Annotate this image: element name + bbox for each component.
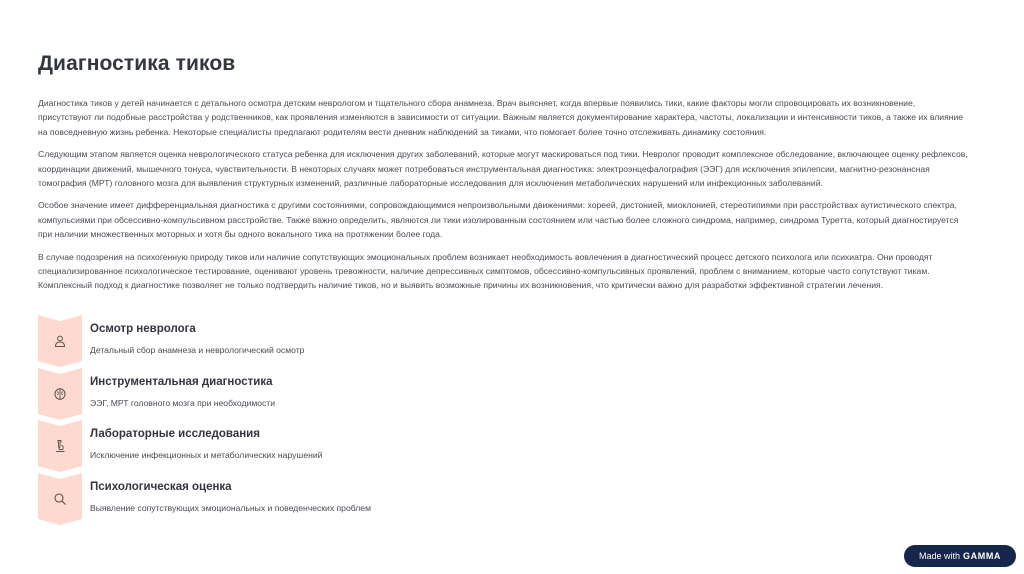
chevron-marker — [38, 473, 82, 525]
step-title: Инструментальная диагностика — [90, 375, 273, 388]
step-neurologist — [38, 315, 638, 368]
microscope-icon — [53, 439, 67, 453]
made-with-gamma-badge[interactable] — [904, 545, 1016, 567]
paragraph: Диагностика тиков у детей начинается с детального осмотра детским неврологом и тщательного сбора анамнеза. Врач выясняет, когда впервые появились тики, какие факторы могли спровоцировать их возникновение, присутствуют ли подобные расстройства у родственников, как проявления изменяются в зависимости от ситуации. Важным является документирование характера, частоты, локализации и интенсивности тиков, а также их влияние на повседневную жизнь ребенка. Некоторые специалисты предлагают родителям вести дневник наблюдений за тиками, что помогает более точно отслеживать динамику состояния. — [38, 98, 964, 137]
step-description: Исключение инфекционных и метаболических нарушений — [90, 450, 323, 460]
paragraph: Особое значение имеет дифференциальная диагностика с другими состояниями, сопровождающимися непроизвольными движениями: хореей, дистонией, миоклонией, стереотипиями при расстройствах аутистического спектра, компульсиями при обсессивно-компульсивном расстройстве. Также важно определить, являются ли тики изолированным состоянием или частью более сложного синдрома, например, синдрома Туретта, который диагностируется при наличии множественных моторных и хотя бы одного вокального тика на протяжении более года. — [38, 200, 959, 240]
step-description: Детальный сбор анамнеза и неврологический осмотр — [90, 345, 305, 355]
step-title: Психологическая оценка — [90, 480, 232, 493]
chevron-marker — [38, 420, 82, 472]
badge-prefix: Made with — [918, 551, 961, 561]
step-psychology — [38, 473, 638, 526]
paragraph: В случае подозрения на психогенную природу тиков или наличие сопутствующих эмоциональных проблем возникает необходимость вовлечения в диагностический процесс детского психолога или психиатра. Они проводят специализированное психологическое тестирование, оценивают уровень тревожности, наличие депрессивных симптомов, обсессивно-компульсивных проявлений, проблем с вниманием, которые часто сопутствуют тикам. Комплексный подход к диагностике позволяет не только подтвердить наличие тиков, но и выявить возможные причины их возникновения, что критически важно для разработки эффективной стратегии лечения. — [38, 251, 933, 291]
doctor-icon — [53, 334, 67, 348]
page-title: Диагностика тиков — [38, 52, 236, 75]
chevron-marker — [38, 315, 82, 367]
step-title: Лабораторные исследования — [90, 428, 260, 440]
step-instrumental — [38, 368, 638, 421]
step-description: ЭЭГ, МРТ головного мозга при необходимости — [90, 397, 276, 408]
step-laboratory — [38, 420, 638, 473]
step-title: Осмотр невролога — [90, 323, 196, 335]
magnifier-icon — [53, 492, 67, 506]
diagnostic-steps — [38, 315, 638, 525]
brain-icon — [53, 387, 67, 401]
gamma-logo: GAMMA — [963, 551, 1002, 561]
body-text — [38, 96, 968, 301]
chevron-marker — [38, 368, 82, 420]
step-description: Выявление сопутствующих эмоциональных и поведенческих проблем — [90, 502, 371, 513]
paragraph: Следующим этапом является оценка неврологического статуса ребенка для исключения других заболеваний, которые могут маскироваться под тики. Невролог проводит комплексное обследование, включающее оценку рефлексов, координации движений, мышечного тонуса, чувствительности. В некоторых случаях может потребоваться инструментальная диагностика: электроэнцефалография (ЭЭГ) для исключения эпилепсии, магнитно-резонансная томография (МРТ) головного мозга для выявления структурных изменений, различные лабораторные исследования для исключения метаболических нарушений или инфекционных заболеваний. — [38, 149, 968, 189]
